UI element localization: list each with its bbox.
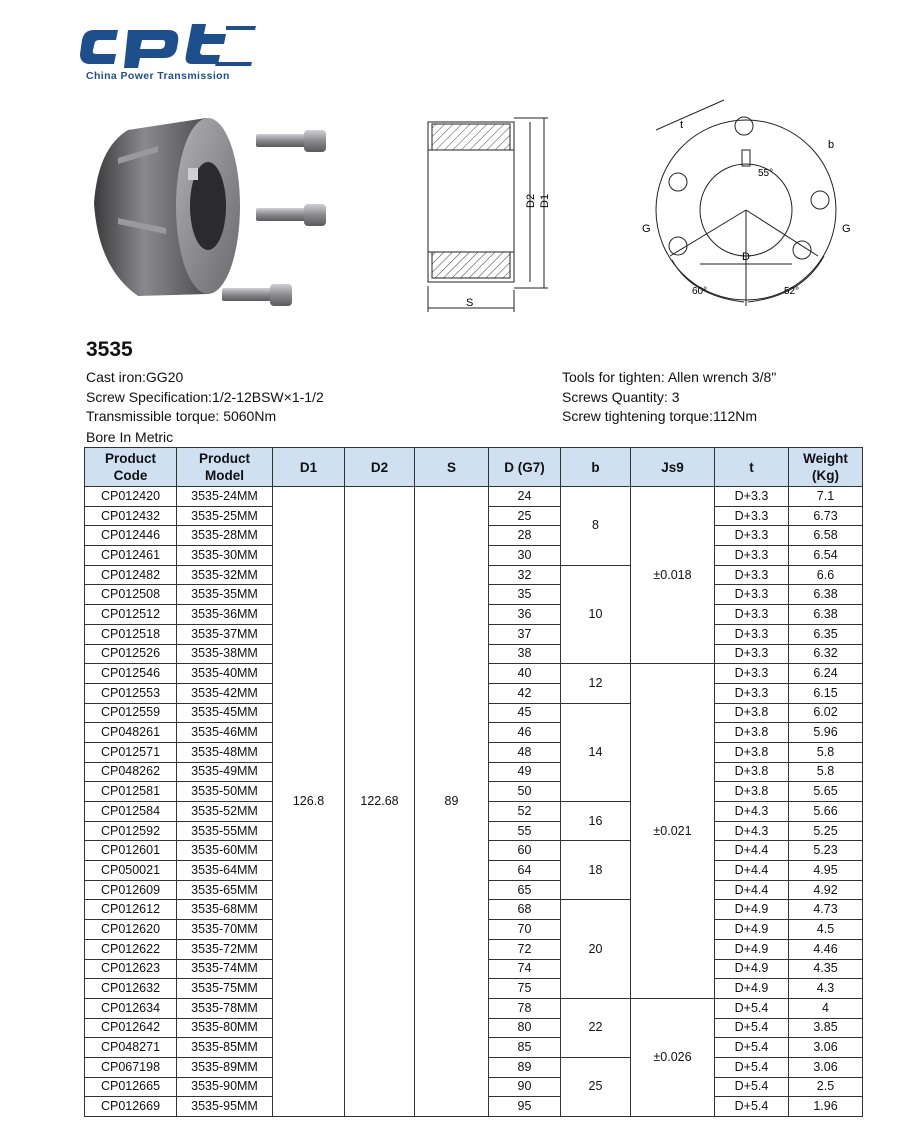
cell-product-code: CP012553 [85, 683, 177, 703]
cell-weight: 6.38 [789, 605, 863, 625]
cell-d: 25 [489, 506, 561, 526]
cell-product-model: 3535-70MM [177, 920, 273, 940]
cell-weight: 5.25 [789, 821, 863, 841]
cell-weight: 6.6 [789, 565, 863, 585]
label-t: t [680, 119, 684, 131]
table-header-row [85, 448, 863, 487]
cell-product-code: CP012518 [85, 624, 177, 644]
cell-product-code: CP012512 [85, 605, 177, 625]
cell-b: 10 [561, 565, 631, 663]
cell-product-model: 3535-36MM [177, 605, 273, 625]
cell-t: D+4.9 [715, 920, 789, 940]
cell-t: D+3.8 [715, 703, 789, 723]
cell-js9: ±0.018 [631, 487, 715, 664]
cell-t: D+3.3 [715, 526, 789, 546]
cell-product-code: CP012546 [85, 664, 177, 684]
cell-t: D+5.4 [715, 1077, 789, 1097]
cell-t: D+4.9 [715, 939, 789, 959]
cell-weight: 3.06 [789, 1057, 863, 1077]
cell-product-model: 3535-28MM [177, 526, 273, 546]
cell-product-model: 3535-38MM [177, 644, 273, 664]
cell-product-code: CP012461 [85, 546, 177, 566]
cell-t: D+3.3 [715, 546, 789, 566]
cell-s: 89 [415, 487, 489, 1117]
cell-t: D+3.3 [715, 605, 789, 625]
cell-product-model: 3535-35MM [177, 585, 273, 605]
cell-weight: 5.8 [789, 762, 863, 782]
col-header-model: Product Model [177, 448, 273, 487]
specs-left [86, 368, 324, 427]
table-row [85, 487, 863, 507]
cell-product-code: CP012665 [85, 1077, 177, 1097]
cell-product-model: 3535-49MM [177, 762, 273, 782]
label-d2: D2 [525, 193, 537, 208]
cell-product-model: 3535-95MM [177, 1097, 273, 1117]
cell-t: D+3.8 [715, 782, 789, 802]
cell-product-model: 3535-42MM [177, 683, 273, 703]
cell-product-code: CP048262 [85, 762, 177, 782]
cell-weight: 3.06 [789, 1038, 863, 1058]
cell-d: 89 [489, 1057, 561, 1077]
cell-t: D+5.4 [715, 1057, 789, 1077]
cell-t: D+4.3 [715, 821, 789, 841]
cell-b: 12 [561, 664, 631, 703]
cell-product-model: 3535-37MM [177, 624, 273, 644]
cell-product-code: CP012612 [85, 900, 177, 920]
spec-screw-qty: Screws Quantity: 3 [562, 388, 680, 405]
cell-d: 90 [489, 1077, 561, 1097]
cell-t: D+5.4 [715, 1097, 789, 1117]
cell-weight: 4.95 [789, 861, 863, 881]
cell-weight: 6.58 [789, 526, 863, 546]
cell-weight: 5.8 [789, 742, 863, 762]
cell-t: D+5.4 [715, 1038, 789, 1058]
cell-d: 24 [489, 487, 561, 507]
cell-d: 55 [489, 821, 561, 841]
col-header-d2: D2 [345, 448, 415, 487]
screw-bolt-top [256, 130, 326, 152]
cell-product-model: 3535-60MM [177, 841, 273, 861]
cell-d: 28 [489, 526, 561, 546]
spec-cast-iron: Cast iron:GG20 [86, 369, 184, 385]
cell-weight: 6.35 [789, 624, 863, 644]
product-title: 3535 [86, 338, 133, 361]
cell-product-code: CP012620 [85, 920, 177, 940]
cell-product-code: CP012601 [85, 841, 177, 861]
cell-product-model: 3535-78MM [177, 998, 273, 1018]
cell-weight: 6.02 [789, 703, 863, 723]
cell-weight: 6.32 [789, 644, 863, 664]
cell-d: 80 [489, 1018, 561, 1038]
cell-b: 20 [561, 900, 631, 998]
cell-weight: 6.38 [789, 585, 863, 605]
cell-product-model: 3535-45MM [177, 703, 273, 723]
cell-weight: 4.35 [789, 959, 863, 979]
cell-t: D+3.3 [715, 644, 789, 664]
table-body [85, 487, 863, 1117]
cell-weight: 5.66 [789, 802, 863, 822]
cell-d2: 122.68 [345, 487, 415, 1117]
cell-product-code: CP050021 [85, 861, 177, 881]
cell-product-model: 3535-25MM [177, 506, 273, 526]
cell-weight: 4.46 [789, 939, 863, 959]
cell-product-code: CP048271 [85, 1038, 177, 1058]
cell-b: 16 [561, 802, 631, 841]
cell-t: D+3.3 [715, 585, 789, 605]
cell-weight: 4 [789, 998, 863, 1018]
cell-d: 32 [489, 565, 561, 585]
cell-product-model: 3535-68MM [177, 900, 273, 920]
cell-product-model: 3535-52MM [177, 802, 273, 822]
cell-d: 68 [489, 900, 561, 920]
cell-d: 52 [489, 802, 561, 822]
cell-t: D+4.3 [715, 802, 789, 822]
label-d: D [742, 251, 750, 263]
product-table [84, 447, 863, 1117]
cell-d: 37 [489, 624, 561, 644]
cell-d: 48 [489, 742, 561, 762]
cell-product-model: 3535-40MM [177, 664, 273, 684]
cell-d: 42 [489, 683, 561, 703]
cell-weight: 5.23 [789, 841, 863, 861]
cell-product-model: 3535-74MM [177, 959, 273, 979]
cell-weight: 7.1 [789, 487, 863, 507]
cell-d1: 126.8 [273, 487, 345, 1117]
cell-t: D+4.9 [715, 959, 789, 979]
cell-t: D+4.9 [715, 979, 789, 999]
cell-t: D+5.4 [715, 1018, 789, 1038]
cell-d: 36 [489, 605, 561, 625]
label-angle-60: 60° [692, 286, 708, 297]
label-s: S [466, 297, 474, 309]
cell-product-model: 3535-89MM [177, 1057, 273, 1077]
cell-t: D+3.3 [715, 664, 789, 684]
cell-weight: 6.73 [789, 506, 863, 526]
cell-t: D+4.4 [715, 880, 789, 900]
section-drawing [418, 108, 568, 318]
cell-d: 70 [489, 920, 561, 940]
cell-product-model: 3535-85MM [177, 1038, 273, 1058]
cell-product-model: 3535-72MM [177, 939, 273, 959]
cell-b: 25 [561, 1057, 631, 1116]
cell-product-code: CP048261 [85, 723, 177, 743]
cell-js9: ±0.026 [631, 998, 715, 1116]
label-angle-52: 52° [784, 286, 800, 297]
cell-t: D+3.8 [715, 762, 789, 782]
front-view-drawing [632, 96, 862, 318]
cell-d: 64 [489, 861, 561, 881]
col-header-s: S [415, 448, 489, 487]
cell-t: D+4.9 [715, 900, 789, 920]
cell-product-model: 3535-65MM [177, 880, 273, 900]
cell-t: D+3.8 [715, 723, 789, 743]
cell-product-code: CP012526 [85, 644, 177, 664]
cell-product-code: CP067198 [85, 1057, 177, 1077]
cell-product-model: 3535-50MM [177, 782, 273, 802]
col-header-t: t [715, 448, 789, 487]
cell-product-code: CP012508 [85, 585, 177, 605]
cell-product-code: CP012559 [85, 703, 177, 723]
cell-weight: 3.85 [789, 1018, 863, 1038]
cell-b: 8 [561, 487, 631, 566]
cell-weight: 6.54 [789, 546, 863, 566]
col-header-b: b [561, 448, 631, 487]
label-d1: D1 [539, 193, 551, 208]
brand-subtitle: China Power Transmission [86, 70, 230, 82]
cell-product-code: CP012592 [85, 821, 177, 841]
cell-product-code: CP012634 [85, 998, 177, 1018]
spec-tools: Tools for tighten: Allen wrench 3/8" [562, 369, 777, 385]
cell-t: D+3.8 [715, 742, 789, 762]
label-g-left: G [642, 223, 651, 235]
cell-d: 46 [489, 723, 561, 743]
cell-weight: 5.65 [789, 782, 863, 802]
cell-product-code: CP012622 [85, 939, 177, 959]
bore-note: Bore In Metric [86, 429, 174, 445]
cell-product-model: 3535-30MM [177, 546, 273, 566]
label-angle-55: 55° [758, 168, 774, 179]
cell-t: D+3.3 [715, 506, 789, 526]
cell-product-code: CP012669 [85, 1097, 177, 1117]
cell-weight: 2.5 [789, 1077, 863, 1097]
cell-product-model: 3535-75MM [177, 979, 273, 999]
cell-product-code: CP012609 [85, 880, 177, 900]
spec-torque: Transmissible torque: 5060Nm [86, 408, 277, 425]
cell-product-code: CP012571 [85, 742, 177, 762]
cell-d: 38 [489, 644, 561, 664]
cell-t: D+5.4 [715, 998, 789, 1018]
cell-product-model: 3535-90MM [177, 1077, 273, 1097]
cell-d: 72 [489, 939, 561, 959]
cell-product-code: CP012482 [85, 565, 177, 585]
spec-screw: Screw Specification:1/2-12BSW×1-1/2 [86, 388, 324, 405]
cpt-logo-icon [80, 22, 260, 70]
cell-t: D+3.3 [715, 624, 789, 644]
brand-logo [80, 22, 260, 86]
cell-d: 78 [489, 998, 561, 1018]
cell-d: 74 [489, 959, 561, 979]
cell-t: D+4.4 [715, 841, 789, 861]
cell-t: D+4.4 [715, 861, 789, 881]
spec-tighten-torque: Screw tightening torque:112Nm [562, 408, 758, 425]
col-header-js9: Js9 [631, 448, 715, 487]
cell-product-model: 3535-80MM [177, 1018, 273, 1038]
col-header-weight: Weight (Kg) [789, 448, 863, 487]
label-g-right: G [842, 223, 851, 235]
cell-weight: 6.24 [789, 664, 863, 684]
cell-d: 45 [489, 703, 561, 723]
cell-d: 35 [489, 585, 561, 605]
cell-t: D+3.3 [715, 565, 789, 585]
col-header-d: D (G7) [489, 448, 561, 487]
cell-t: D+3.3 [715, 487, 789, 507]
cell-product-code: CP012581 [85, 782, 177, 802]
cell-product-code: CP012432 [85, 506, 177, 526]
cell-product-model: 3535-55MM [177, 821, 273, 841]
cell-b: 14 [561, 703, 631, 801]
cell-product-code: CP012642 [85, 1018, 177, 1038]
cell-d: 75 [489, 979, 561, 999]
cell-js9: ±0.021 [631, 664, 715, 999]
cell-t: D+3.3 [715, 683, 789, 703]
cell-product-code: CP012632 [85, 979, 177, 999]
cell-d: 50 [489, 782, 561, 802]
cell-product-code: CP012584 [85, 802, 177, 822]
cell-product-model: 3535-32MM [177, 565, 273, 585]
screw-bolt-bottom [222, 284, 292, 306]
col-header-d1: D1 [273, 448, 345, 487]
cell-product-code: CP012420 [85, 487, 177, 507]
screw-bolt-middle [256, 204, 326, 226]
col-header-code: Product Code [85, 448, 177, 487]
cell-product-model: 3535-24MM [177, 487, 273, 507]
cell-weight: 6.15 [789, 683, 863, 703]
cell-d: 95 [489, 1097, 561, 1117]
cell-weight: 1.96 [789, 1097, 863, 1117]
cell-b: 18 [561, 841, 631, 900]
cell-product-code: CP012446 [85, 526, 177, 546]
cell-product-model: 3535-48MM [177, 742, 273, 762]
cell-product-model: 3535-46MM [177, 723, 273, 743]
product-photo [88, 108, 348, 318]
label-b: b [828, 139, 835, 151]
cell-d: 30 [489, 546, 561, 566]
cell-weight: 4.5 [789, 920, 863, 940]
cell-product-code: CP012623 [85, 959, 177, 979]
cell-b: 22 [561, 998, 631, 1057]
specs-right [562, 368, 776, 427]
cell-d: 65 [489, 880, 561, 900]
cell-weight: 5.96 [789, 723, 863, 743]
cell-d: 49 [489, 762, 561, 782]
cell-weight: 4.73 [789, 900, 863, 920]
cell-weight: 4.92 [789, 880, 863, 900]
cell-d: 40 [489, 664, 561, 684]
cell-d: 60 [489, 841, 561, 861]
cell-d: 85 [489, 1038, 561, 1058]
cell-weight: 4.3 [789, 979, 863, 999]
cell-product-model: 3535-64MM [177, 861, 273, 881]
